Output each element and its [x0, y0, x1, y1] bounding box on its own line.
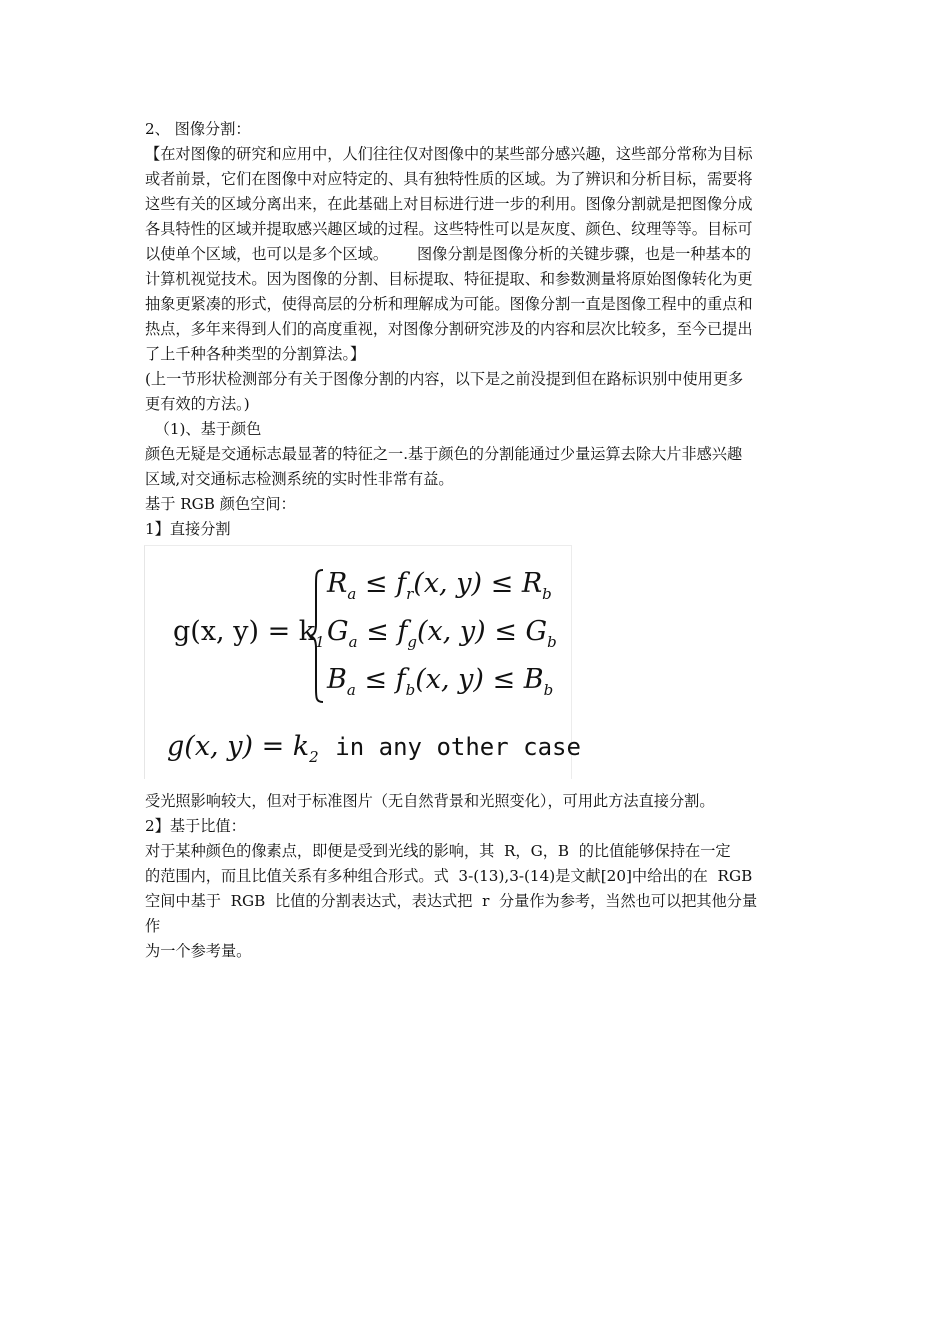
paragraph-line: 以使单个区域，也可以是多个区域。 图像分割是图像分析的关键步骤，也是一种基本的: [145, 245, 752, 263]
note-line: (上一节形状检测部分有关于图像分割的内容，以下是之前没提到但在路标识别中使用更多: [145, 370, 744, 388]
formula-row-b: $B_a \le f_b(x$, $y) \le B_b$: [327, 664, 554, 699]
paragraph-line: 【在对图像的研究和应用中，人们往往仅对图像中的某些部分感兴趣，这些部分常称为目标: [145, 145, 753, 163]
paragraph-line: 作: [145, 917, 161, 935]
formula-row-r: $R_a \le f_r(x$, $y) \le R_b$: [327, 568, 552, 603]
paragraph-line: 空间中基于 RGB 比值的分割表达式，表达式把 r 分量作为参考，当然也可以把其他分量: [145, 892, 758, 910]
paragraph-line: 这些有关的区域分离出来，在此基础上对目标进行进一步的利用。图像分割就是把图像分成: [145, 195, 753, 213]
formula-row-g: $G_a \le f_g(x$, $y) \le G_b$: [327, 616, 557, 651]
paragraph-line: 的范围内，而且比值关系有多种组合形式。式 3-(13),3-(14)是文献[20]中给出的在 RGB: [145, 867, 753, 885]
paragraph-line: 计算机视觉技术。因为图像的分割、目标提取、特征提取、和参数测量将原始图像转化为更: [145, 270, 753, 288]
paragraph-line: 热点，多年来得到人们的高度重视，对图像分割研究涉及的内容和层次比较多，至今已提出: [145, 320, 753, 338]
item-heading: 2】基于比值：: [145, 817, 246, 835]
paragraph-line: 抽象更紧凑的形式，使得高层的分析和理解成为可能。图像分割一直是图像工程中的重点和: [145, 295, 753, 313]
paragraph-line: 了上千种各种类型的分割算法。】: [145, 345, 366, 363]
note-line: 更有效的方法。): [145, 395, 250, 413]
item-heading: 1】直接分割: [145, 520, 231, 538]
subsection-heading: （1)、基于颜色: [145, 420, 262, 438]
paragraph-line: 受光照影响较大，但对于标准图片（无自然背景和光照变化），可用此方法直接分割。: [145, 792, 715, 810]
formula-otherwise: g(x, $y) = k_2$ in any other case: [167, 731, 581, 766]
paragraph-line: 颜色无疑是交通标志最显著的特征之一.基于颜色的分割能通过少量运算去除大片非感兴趣: [145, 445, 743, 463]
paragraph-line: 各具特性的区域并提取感兴趣区域的过程。这些特性可以是灰度、颜色、纹理等等。目标可: [145, 220, 753, 238]
paragraph-line: 为一个参考量。: [145, 942, 252, 960]
paragraph-line: 基于 RGB 颜色空间：: [145, 495, 296, 513]
section-heading: 2、 图像分割：: [145, 120, 251, 138]
formula-lhs: g(x, $y) = k_1$: [173, 616, 325, 651]
paragraph-line: 区域,对交通标志检测系统的实时性非常有益。: [145, 470, 454, 488]
paragraph-line: 或者前景，它们在图像中对应特定的、具有独特性质的区域。为了辨识和分析目标，需要将: [145, 170, 753, 188]
left-brace-icon: [309, 568, 325, 704]
paragraph-line: 对于某种颜色的像素点，即便是受到光线的影响，其 R，G，B 的比值能够保持在一定: [145, 842, 731, 860]
formula-image: [144, 545, 581, 779]
